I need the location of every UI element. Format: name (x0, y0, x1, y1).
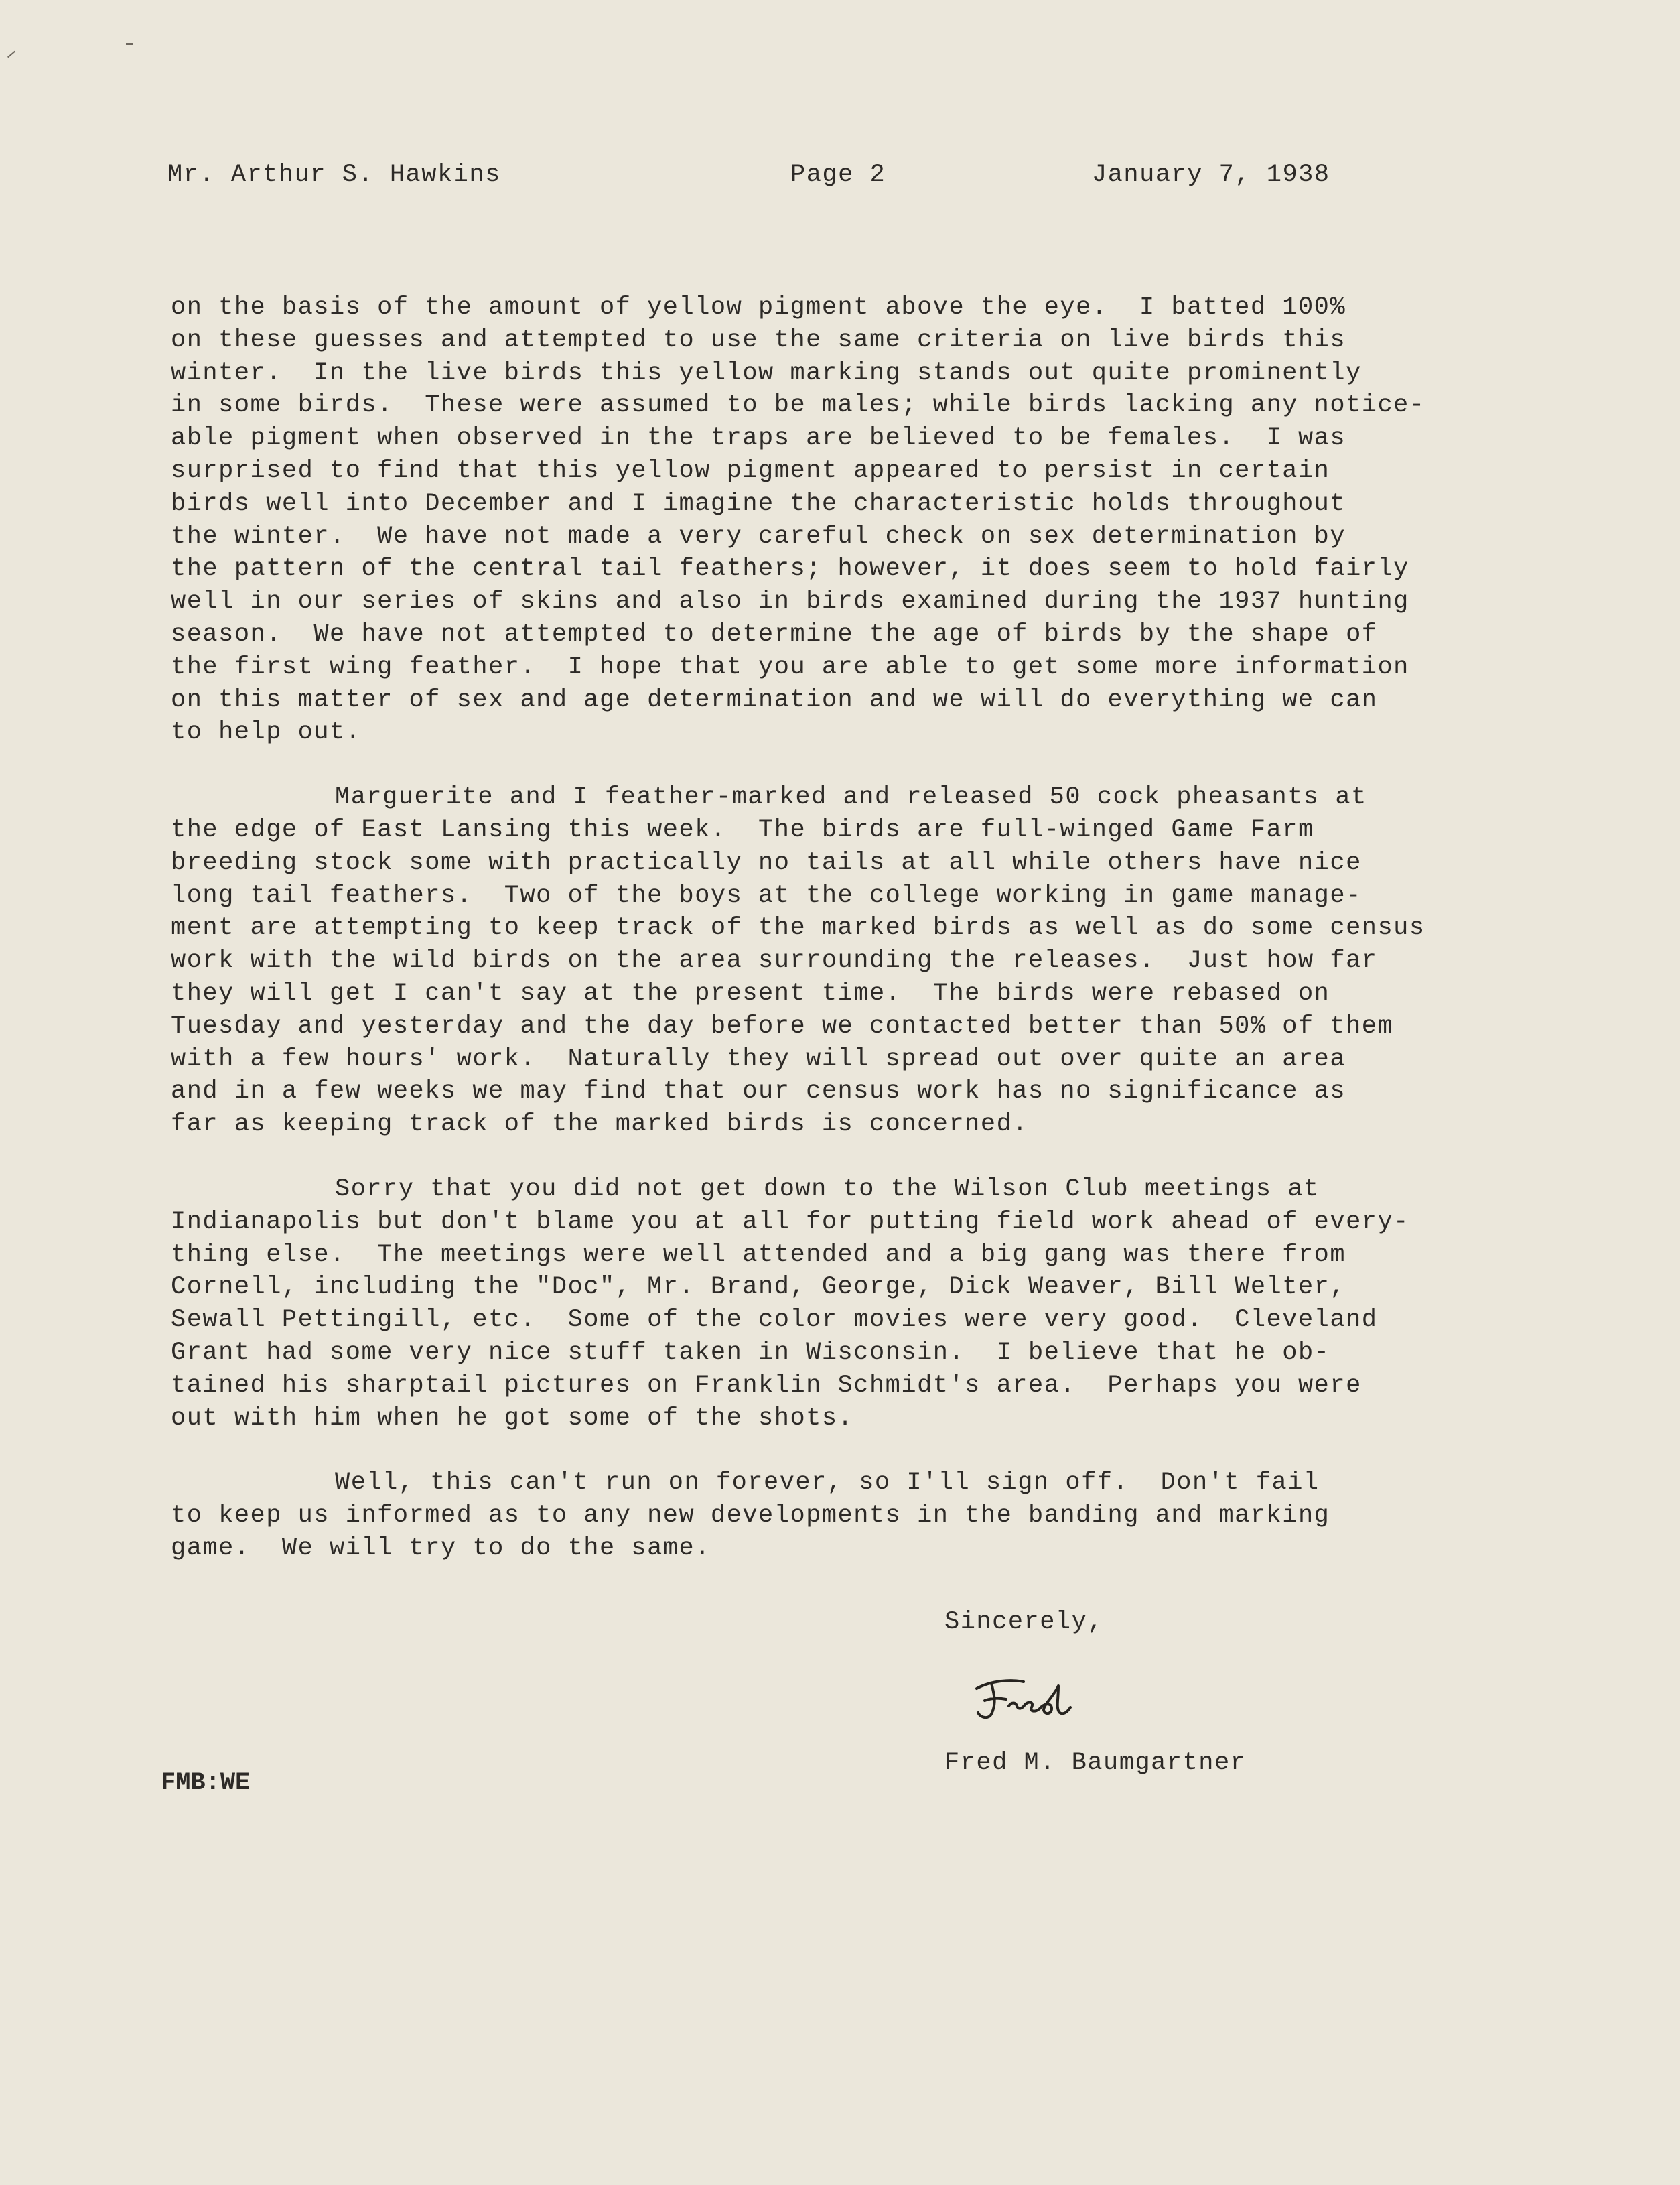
text-line: on the basis of the amount of yellow pigment above the eye. I batted 100% (171, 293, 1346, 322)
text-line: on this matter of sex and age determination and we will do everything we can (171, 685, 1378, 714)
text-line: surprised to find that this yellow pigment appeared to persist in certain (171, 456, 1330, 485)
text-line: work with the wild birds on the area surrounding the releases. Just how far (171, 947, 1378, 976)
text-line: Grant had some very nice stuff taken in Wisconsin. I believe that he ob- (171, 1338, 1330, 1367)
text-line: out with him when he got some of the shots. (171, 1404, 854, 1433)
text-line: birds well into December and I imagine the characteristic holds throughout (171, 489, 1346, 518)
closing-salutation: Sincerely, (944, 1608, 1104, 1636)
signer-name: Fred M. Baumgartner (944, 1749, 1247, 1777)
text-line: the pattern of the central tail feathers; however, it does seem to hold fairly (171, 555, 1409, 584)
text-line: winter. In the live birds this yellow marking stands out quite prominently (171, 358, 1362, 387)
text-line: breeding stock some with practically no tails at all while others have nice (171, 848, 1362, 877)
text-line: on these guesses and attempted to use the same criteria on live birds this (171, 326, 1346, 354)
text-line: to help out. (171, 718, 362, 747)
handwritten-signature (965, 1662, 1085, 1735)
text-line: Sorry that you did not get down to the Wilson Club meetings at (335, 1175, 1320, 1203)
paragraph-4 (171, 1467, 1524, 1565)
text-line: in some birds. These were assumed to be males; while birds lacking any notice- (171, 391, 1425, 420)
text-line: long tail feathers. Two of the boys at the college working in game manage- (171, 881, 1362, 910)
text-line: the winter. We have not made a very careful check on sex determination by (171, 522, 1346, 551)
text-line: and in a few weeks we may find that our census work has no significance as (171, 1077, 1346, 1106)
text-line: well in our series of skins and also in birds examined during the 1937 hunting (171, 588, 1409, 616)
text-line: the first wing feather. I hope that you are able to get some more information (171, 653, 1409, 681)
text-line: game. We will try to do the same. (171, 1534, 711, 1563)
text-line: far as keeping track of the marked birds is concerned. (171, 1110, 1028, 1139)
text-line: Marguerite and I feather-marked and released 50 cock pheasants at (335, 783, 1367, 812)
text-line: tained his sharptail pictures on Franklin Schmidt's area. Perhaps you were (171, 1371, 1362, 1400)
text-line: Cornell, including the "Doc", Mr. Brand, George, Dick Weaver, Bill Welter, (171, 1273, 1346, 1302)
letter-body (171, 291, 1524, 1597)
text-line: with a few hours' work. Naturally they will spread out over quite an area (171, 1045, 1346, 1073)
text-line: to keep us informed as to any new developments in the banding and marking (171, 1502, 1330, 1530)
reference-initials: FMB:WE (161, 1769, 251, 1797)
paragraph-3 (171, 1173, 1524, 1435)
text-line: the edge of East Lansing this week. The birds are full-winged Game Farm (171, 815, 1314, 844)
paper-speck (7, 51, 15, 58)
text-line: ment are attempting to keep track of the marked birds as well as do some census (171, 914, 1425, 943)
text-line: Indianapolis but don't blame you at all for putting field work ahead of every- (171, 1207, 1409, 1236)
paragraph-2 (171, 781, 1524, 1141)
page-number: Page 2 (790, 161, 886, 189)
paragraph-1 (171, 291, 1524, 749)
letter-date: January 7, 1938 (1092, 161, 1330, 189)
recipient-name: Mr. Arthur S. Hawkins (167, 161, 501, 189)
text-line: able pigment when observed in the traps are believed to be females. I was (171, 424, 1346, 453)
text-line: Well, this can't run on forever, so I'll sign off. Don't fail (335, 1469, 1320, 1498)
letter-header (167, 161, 1360, 194)
text-line: season. We have not attempted to determine the age of birds by the shape of (171, 620, 1378, 649)
paper-speck (126, 43, 133, 45)
text-line: Sewall Pettingill, etc. Some of the color movies were very good. Cleveland (171, 1306, 1378, 1335)
text-line: they will get I can't say at the present time. The birds were rebased on (171, 979, 1330, 1008)
text-line: Tuesday and yesterday and the day before we contacted better than 50% of them (171, 1012, 1394, 1041)
text-line: thing else. The meetings were well attended and a big gang was there from (171, 1240, 1346, 1269)
